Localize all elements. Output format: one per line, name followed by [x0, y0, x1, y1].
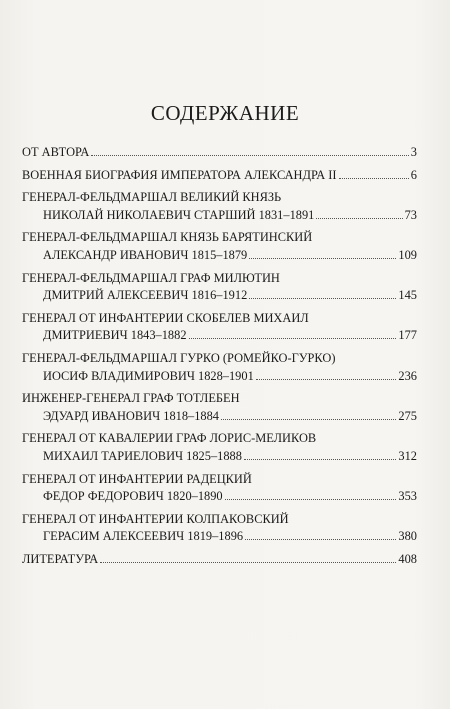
toc-page-number: 109: [398, 247, 417, 262]
toc-entry-line: [22, 327, 417, 345]
toc-page-number: 177: [398, 328, 417, 343]
toc-entry-title: ДМИТРИЕВИЧ 1843–1882: [43, 328, 187, 343]
toc-entry-line: [22, 310, 417, 328]
toc-entry[interactable]: [22, 270, 417, 305]
toc-entry-title: ДМИТРИЙ АЛЕКСЕЕВИЧ 1816–1912: [43, 288, 248, 303]
dot-leader: [339, 178, 409, 179]
dot-leader: [91, 155, 409, 156]
toc-entry-title: ЛИТЕРАТУРА: [22, 551, 99, 566]
dot-leader: [256, 379, 397, 380]
toc-entry-line: [22, 390, 417, 408]
toc-page-number: 380: [398, 529, 417, 544]
toc-entry[interactable]: [22, 511, 417, 546]
toc-entry[interactable]: [22, 189, 417, 224]
toc-entry-line: [22, 350, 417, 368]
toc-page-number: 312: [398, 448, 417, 463]
toc-entry-title: АЛЕКСАНДР ИВАНОВИЧ 1815–1879: [43, 247, 248, 262]
dot-leader: [316, 218, 402, 219]
dot-leader: [249, 258, 396, 259]
toc-entry-line: [22, 551, 417, 569]
toc-entry-title: ГЕНЕРАЛ-ФЕЛЬДМАРШАЛ ГУРКО (РОМЕЙКО-ГУРКО): [22, 350, 336, 365]
toc-entry-line: [22, 528, 417, 546]
toc-page-number: 3: [410, 145, 417, 159]
toc-page-number: 236: [398, 368, 417, 383]
toc-entry-title: ГЕНЕРАЛ-ФЕЛЬДМАРШАЛ КНЯЗЬ БАРЯТИНСКИЙ: [22, 230, 313, 245]
toc-entry[interactable]: [22, 229, 417, 264]
toc-entry-title: МИХАИЛ ТАРИЕЛОВИЧ 1825–1888: [43, 448, 242, 463]
dot-leader: [244, 459, 396, 460]
toc-entry[interactable]: [22, 471, 417, 506]
dot-leader: [221, 419, 396, 420]
toc-entry-line: [22, 247, 417, 265]
toc-entry[interactable]: [22, 167, 417, 185]
toc-entry[interactable]: [22, 144, 417, 162]
toc-entry-title: ЭДУАРД ИВАНОВИЧ 1818–1884: [43, 408, 220, 423]
toc-entry-title: ИОСИФ ВЛАДИМИРОВИЧ 1828–1901: [43, 368, 254, 383]
toc-entry-title: НИКОЛАЙ НИКОЛАЕВИЧ СТАРШИЙ 1831–1891: [43, 207, 315, 222]
toc-entry[interactable]: [22, 310, 417, 345]
toc-entry-line: [22, 287, 417, 305]
dot-leader: [245, 539, 396, 540]
toc-entry-title: ГЕНЕРАЛ ОТ ИНФАНТЕРИИ СКОБЕЛЕВ МИХАИЛ: [22, 310, 309, 325]
table-of-contents: [22, 144, 417, 573]
toc-entry-line: [22, 144, 417, 162]
toc-page-number: 6: [410, 167, 417, 182]
toc-page-number: 275: [398, 408, 417, 423]
dot-leader: [100, 562, 396, 563]
toc-entry-title: ИНЖЕНЕР-ГЕНЕРАЛ ГРАФ ТОТЛЕБЕН: [22, 391, 240, 406]
toc-entry-title: ГЕНЕРАЛ ОТ ИНФАНТЕРИИ РАДЕЦКИЙ: [22, 471, 252, 486]
toc-entry-line: [22, 488, 417, 506]
toc-entry-line: [22, 430, 417, 448]
toc-entry-line: [22, 207, 417, 225]
toc-entry-line: [22, 448, 417, 466]
toc-entry-title: ГЕНЕРАЛ ОТ КАВАЛЕРИИ ГРАФ ЛОРИС-МЕЛИКОВ: [22, 431, 317, 446]
toc-entry-line: [22, 229, 417, 247]
toc-entry-line: [22, 189, 417, 207]
toc-page-number: 353: [398, 489, 417, 504]
toc-entry-title: ФЕДОР ФЕДОРОВИЧ 1820–1890: [43, 489, 223, 504]
toc-page-number: 408: [398, 551, 417, 566]
toc-entry[interactable]: [22, 551, 417, 569]
toc-entry-title: ГЕНЕРАЛ-ФЕЛЬДМАРШАЛ ВЕЛИКИЙ КНЯЗЬ: [22, 190, 282, 205]
toc-entry-title: ОТ АВТОРА: [22, 145, 90, 159]
dot-leader: [189, 338, 397, 339]
toc-entry-line: [22, 167, 417, 185]
toc-page-number: 145: [398, 288, 417, 303]
dot-leader: [249, 298, 396, 299]
toc-entry-line: [22, 471, 417, 489]
toc-entry-line: [22, 368, 417, 386]
toc-entry-line: [22, 270, 417, 288]
toc-entry-title: ГЕНЕРАЛ ОТ ИНФАНТЕРИИ КОЛПАКОВСКИЙ: [22, 511, 289, 526]
toc-entry[interactable]: [22, 390, 417, 425]
toc-page-number: 73: [404, 207, 417, 222]
page-title: СОДЕРЖАНИЕ: [150, 101, 300, 125]
toc-entry-title: ГЕРАСИМ АЛЕКСЕЕВИЧ 1819–1896: [43, 529, 244, 544]
toc-entry-line: [22, 408, 417, 426]
toc-entry-title: ВОЕННАЯ БИОГРАФИЯ ИМПЕРАТОРА АЛЕКСАНДРА II: [22, 167, 337, 182]
toc-entry[interactable]: [22, 350, 417, 385]
dot-leader: [225, 499, 397, 500]
toc-entry-title: ГЕНЕРАЛ-ФЕЛЬДМАРШАЛ ГРАФ МИЛЮТИН: [22, 270, 280, 285]
toc-entry[interactable]: [22, 430, 417, 465]
toc-entry-line: [22, 511, 417, 529]
